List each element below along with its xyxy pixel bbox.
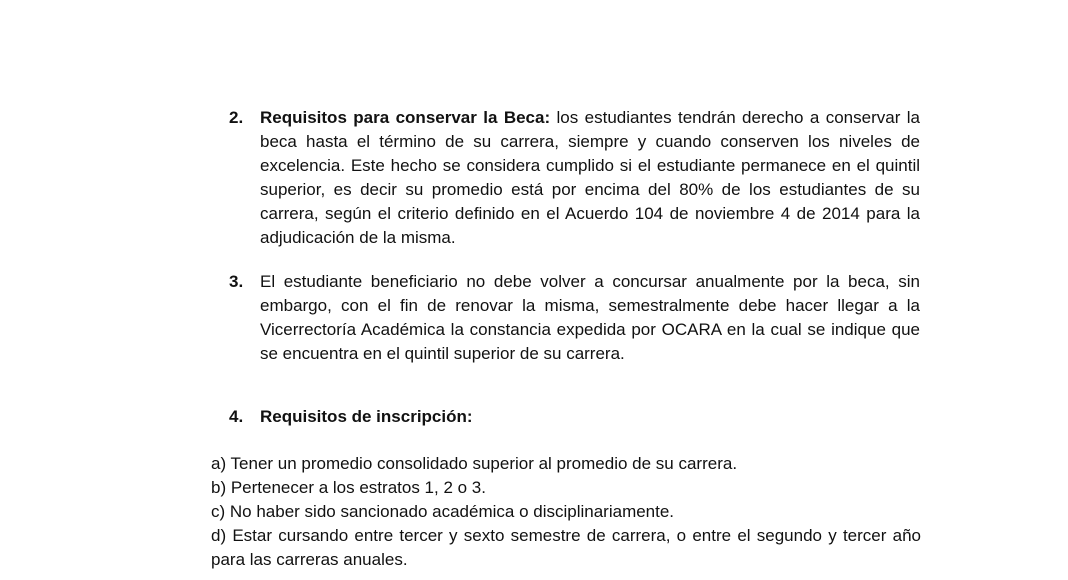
requirement-a: a) Tener un promedio consolidado superior al promedio de su carrera.	[211, 454, 738, 473]
item-number: 3.	[229, 272, 244, 291]
item-text: El estudiante beneficiario no debe volver a concursar anualmente por la beca, sin embargo, con el fin de renovar la misma, semestralmente debe hacer llegar a la Vicerrectoría Académica la constancia expedida por OCARA en la cual se indique que se encuentra en el quintil superior de su carrera.	[260, 272, 920, 363]
item-number: 4.	[229, 407, 244, 426]
item-heading: Requisitos para conservar la Beca:	[260, 108, 551, 127]
item-number: 2.	[229, 108, 244, 127]
item-heading: Requisitos de inscripción:	[260, 407, 473, 426]
item-body	[260, 270, 920, 366]
numbered-item-3	[229, 270, 920, 366]
numbered-item-2	[229, 106, 920, 250]
requirement-b: b) Pertenecer a los estratos 1, 2 o 3.	[211, 478, 486, 497]
requirements-list	[211, 452, 921, 572]
item-body	[260, 106, 920, 250]
item-body	[260, 405, 920, 429]
item-text: los estudiantes tendrán derecho a conservar la beca hasta el término de su carrera, siempre y cuando conserven los niveles de excelencia. Este hecho se considera cumplido si el estudiante permanece en el quintil superior, es decir su promedio está por encima del 80% de los estudiantes de su carrera, según el criterio definido en el Acuerdo 104 de noviembre 4 de 2014 para la adjudicación de la misma.	[260, 108, 920, 247]
requirement-d: d) Estar cursando entre tercer y sexto semestre de carrera, o entre el segundo y tercer año para las carreras anuales.	[211, 526, 921, 569]
numbered-item-4	[229, 405, 920, 429]
requirement-c: c) No haber sido sancionado académica o disciplinariamente.	[211, 502, 675, 521]
